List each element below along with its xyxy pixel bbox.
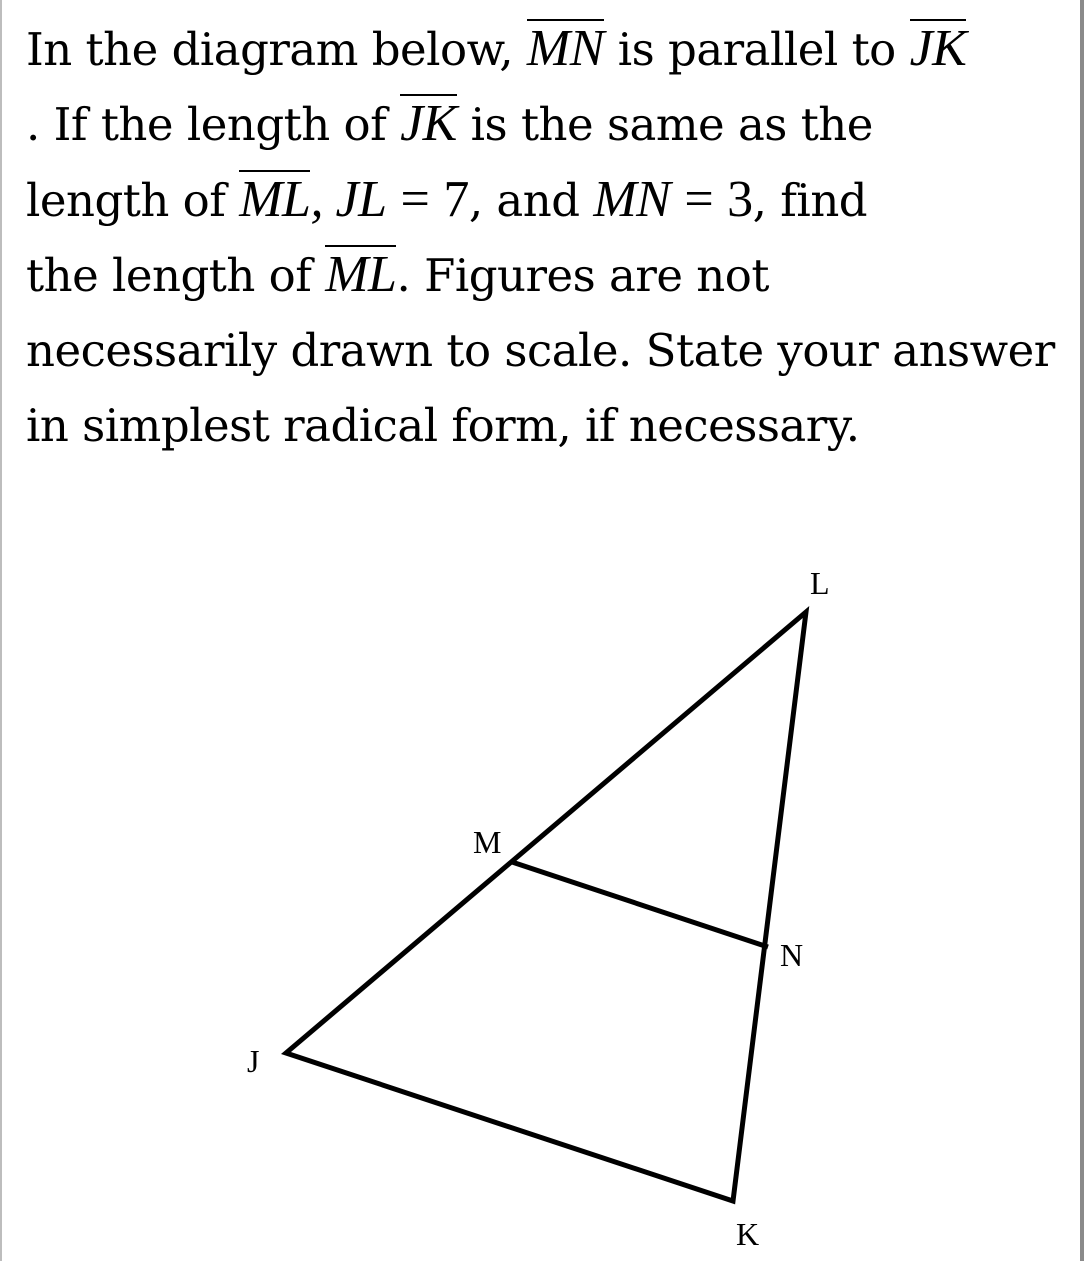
question-text-fragment: . Figures are not <box>396 249 769 302</box>
question-text-fragment: , find <box>752 174 868 227</box>
vertex-label-k: K <box>736 1216 760 1252</box>
vertex-label-l: L <box>810 565 830 601</box>
segment-jk: JK <box>909 20 967 77</box>
value-jl: 7 <box>443 171 469 228</box>
vertex-label-j: J <box>247 1043 260 1079</box>
segment-mn-line <box>512 862 768 947</box>
question-line-5: necessarily drawn to scale. State your answer <box>26 324 1055 377</box>
segment-ml: ML <box>325 246 397 303</box>
question-line-6: in simplest radical form, if necessary. <box>26 399 860 452</box>
vertex-label-m: M <box>473 824 502 860</box>
question-text-fragment: is parallel to <box>603 23 910 76</box>
question-text-fragment: In the diagram below, <box>26 23 527 76</box>
question-text-fragment: is the same as the <box>456 98 873 151</box>
vertex-label-n: N <box>780 937 804 973</box>
value-mn: 3 <box>727 171 753 228</box>
question-text-fragment: length of <box>26 174 240 227</box>
equals-sign: = <box>684 171 714 228</box>
segment-mn: MN <box>526 20 604 77</box>
variable-jl: JL <box>335 171 387 228</box>
triangle-jkl <box>286 612 806 1201</box>
segment-jk: JK <box>400 95 457 152</box>
segment-ml: ML <box>239 171 311 228</box>
variable-mn: MN <box>593 171 671 228</box>
math-comma: , <box>310 171 336 228</box>
question-text-fragment: the length of <box>26 249 326 302</box>
question-text-fragment: . If the length of <box>26 98 401 151</box>
question-text-fragment: , and <box>468 174 594 227</box>
equals-sign: = <box>400 171 430 228</box>
